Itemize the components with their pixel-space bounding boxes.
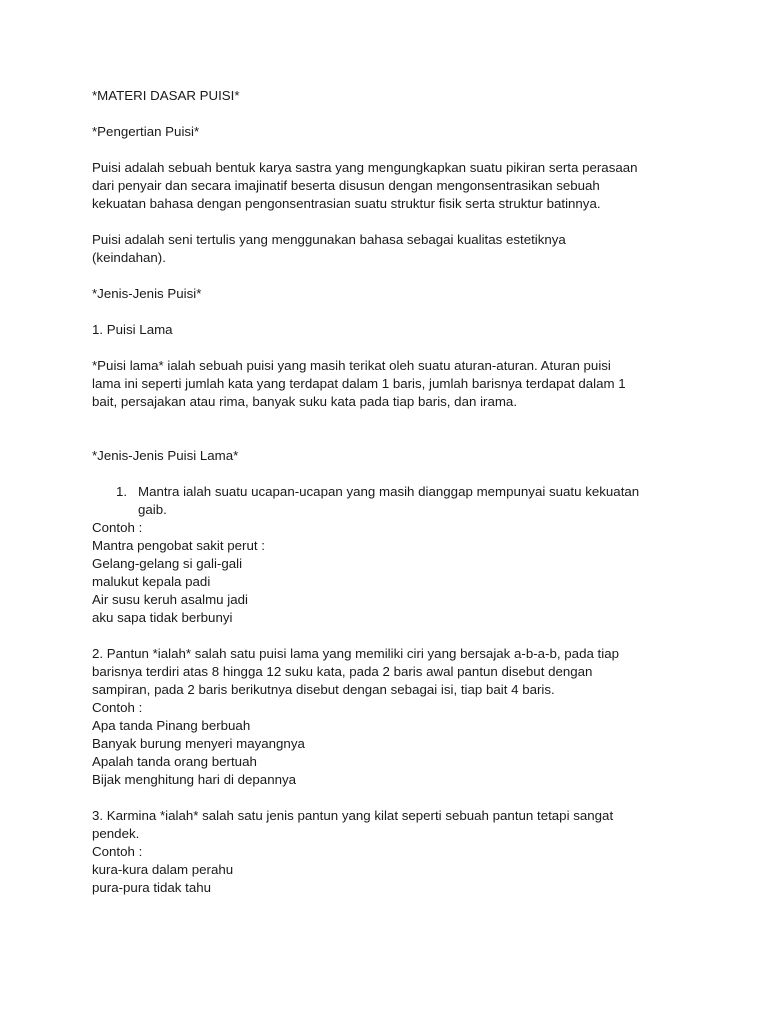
mantra-section xyxy=(92,483,692,627)
example-line: Banyak burung menyeri mayangnya xyxy=(92,736,305,751)
paragraph-line: (keindahan). xyxy=(92,250,166,265)
list-item-line: gaib. xyxy=(138,502,167,517)
puisi-lama-item: 1. Puisi Lama xyxy=(92,322,173,337)
list-item-line: Mantra ialah suatu ucapan-ucapan yang masih dianggap mempunyai suatu kekuatan xyxy=(138,484,640,499)
paragraph-line: dari penyair dan secara imajinatif beserta disusun dengan mengonsentrasikan sebuah xyxy=(92,178,600,193)
paragraph-line: Puisi adalah seni tertulis yang menggunakan bahasa sebagai kualitas estetiknya xyxy=(92,232,566,247)
example-line: aku sapa tidak berbunyi xyxy=(92,610,233,625)
karmina-section xyxy=(92,807,692,897)
contoh-label: Contoh : xyxy=(92,520,143,535)
example-line: Bijak menghitung hari di depannya xyxy=(92,772,297,787)
example-line: kura-kura dalam perahu xyxy=(92,862,234,877)
example-line: Mantra pengobat sakit perut : xyxy=(92,538,265,553)
paragraph-line: *Puisi lama* ialah sebuah puisi yang masih terikat oleh suatu aturan-aturan. Aturan puisi xyxy=(92,358,611,373)
paragraph-line: kekuatan bahasa dengan pengonsentrasian suatu struktur fisik serta struktur batinnya. xyxy=(92,196,601,211)
example-line: Gelang-gelang si gali-gali xyxy=(92,556,243,571)
karmina-line: pendek. xyxy=(92,826,140,841)
example-line: Apa tanda Pinang berbuah xyxy=(92,718,251,733)
document-page xyxy=(92,87,692,897)
pengertian-paragraph-1 xyxy=(92,159,692,213)
pantun-line: 2. Pantun *ialah* salah satu puisi lama yang memiliki ciri yang bersajak a-b-a-b, pada tiap xyxy=(92,646,619,661)
contoh-label: Contoh : xyxy=(92,700,143,715)
pengertian-heading: *Pengertian Puisi* xyxy=(92,124,200,139)
list-number: 1. xyxy=(116,484,128,499)
pantun-line: sampiran, pada 2 baris berikutnya disebut dengan sebagai isi, tiap bait 4 baris. xyxy=(92,682,555,697)
example-line: pura-pura tidak tahu xyxy=(92,880,212,895)
mantra-list-item xyxy=(92,483,692,519)
paragraph-line: Puisi adalah sebuah bentuk karya sastra yang mengungkapkan suatu pikiran serta perasaan xyxy=(92,160,638,175)
contoh-label: Contoh : xyxy=(92,844,143,859)
document-title: *MATERI DASAR PUISI* xyxy=(92,88,240,103)
example-line: malukut kepala padi xyxy=(92,574,211,589)
pantun-section xyxy=(92,645,692,789)
example-line: Air susu keruh asalmu jadi xyxy=(92,592,248,607)
paragraph-line: lama ini seperti jumlah kata yang terdapat dalam 1 baris, jumlah barisnya terdapat dalam 1 xyxy=(92,376,626,391)
karmina-line: 3. Karmina *ialah* salah satu jenis pantun yang kilat seperti sebuah pantun tetapi sangat xyxy=(92,808,614,823)
example-line: Apalah tanda orang bertuah xyxy=(92,754,257,769)
pengertian-paragraph-2 xyxy=(92,231,692,267)
puisi-lama-paragraph xyxy=(92,357,692,411)
jenis-puisi-heading: *Jenis-Jenis Puisi* xyxy=(92,286,202,301)
jenis-puisi-lama-heading: *Jenis-Jenis Puisi Lama* xyxy=(92,448,239,463)
pantun-line: barisnya terdiri atas 8 hingga 12 suku kata, pada 2 baris awal pantun disebut dengan xyxy=(92,664,593,679)
paragraph-line: bait, persajakan atau rima, banyak suku kata pada tiap baris, dan irama. xyxy=(92,394,518,409)
